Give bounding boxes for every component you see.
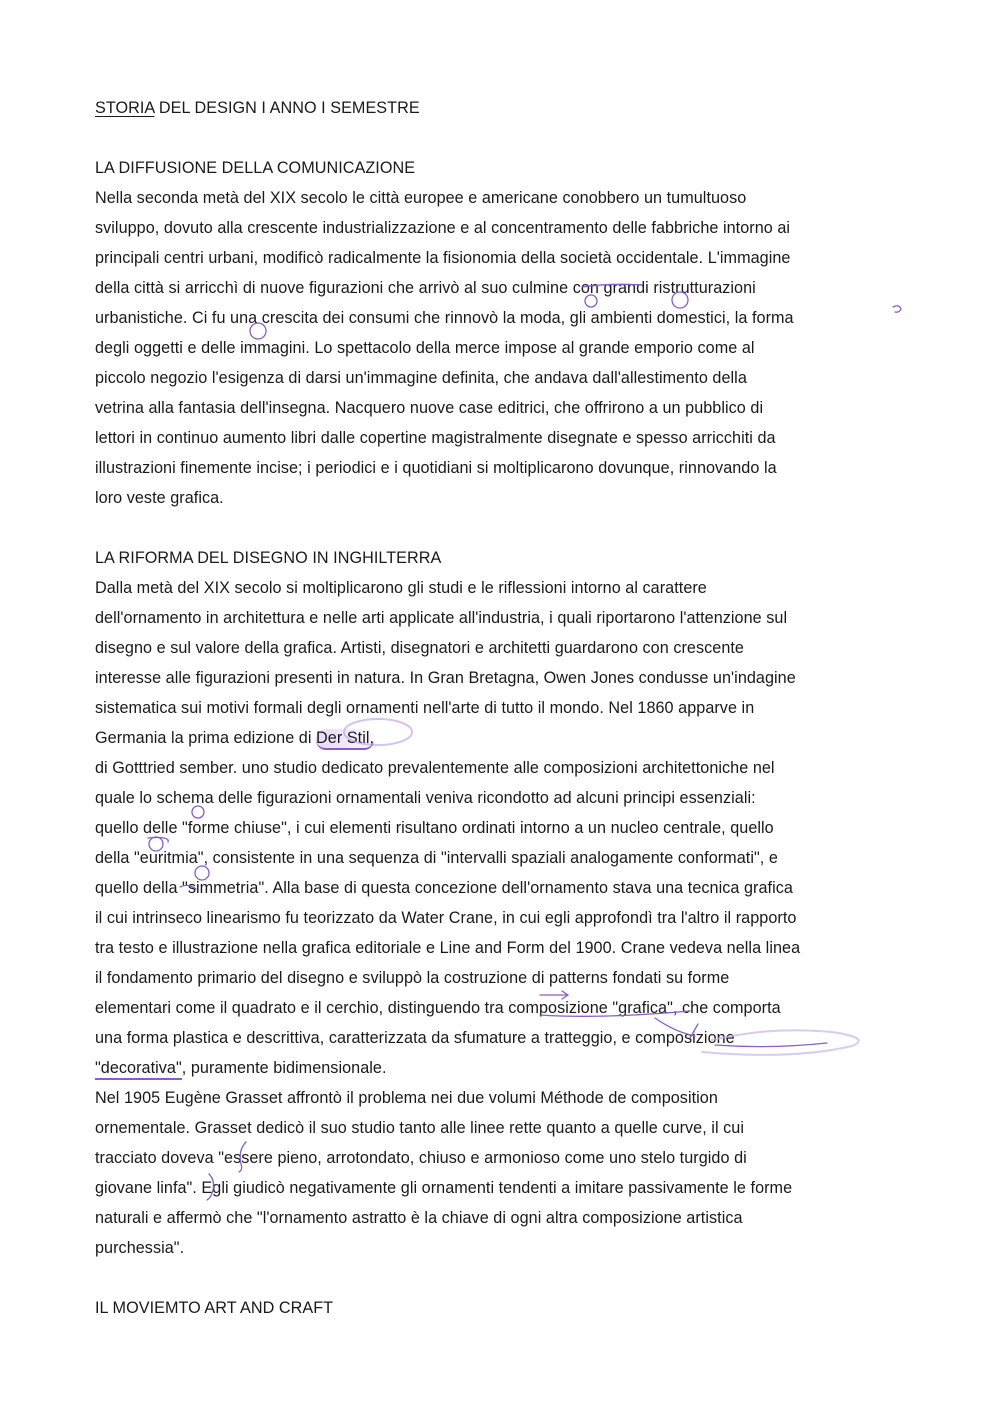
text-line: principali centri urbani, modificò radicalmente la fisionomia della società occidentale. L'immagine [95,249,791,267]
text-line: interesse alle figurazioni presenti in natura. In Gran Bretagna, Owen Jones condusse un'indagine [95,669,796,687]
text-line: illustrazioni finemente incise; i periodici e i quotidiani si moltiplicarono dovunque, rinnovando la [95,459,777,477]
text-line: ornementale. Grasset dedicò il suo studio tanto alle linee rette quanto a quelle curve, il cui [95,1119,744,1137]
section-heading: IL MOVIEMTO ART AND CRAFT [95,1299,334,1317]
text-line: giovane linfa". Egli giudicò negativamente gli ornamenti tendenti a imitare passivamente le forme [95,1179,793,1197]
text-line [95,723,915,753]
blank-line [95,1263,915,1293]
section-heading: LA DIFFUSIONE DELLA COMUNICAZIONE [95,159,416,177]
text-line: sviluppo, dovuto alla crescente industrializzazione e al concentramento delle fabbriche intorno ai [95,219,791,237]
text-line: purchessia". [95,1239,185,1257]
blank-line [95,513,915,543]
text-line [95,1053,915,1083]
text-line: quale lo schema delle figurazioni ornamentali veniva ricondotto ad alcuni principi essenziali: [95,789,756,807]
text-line: elementari come il quadrato e il cerchio, distinguendo tra composizione "grafica", che comporta [95,999,781,1017]
document-body [95,93,915,1323]
text-line: tracciato doveva "essere pieno, arrotondato, chiuso e armonioso come uno stelo turgido di [95,1149,747,1167]
underlined-term: "decorativa" [95,1059,182,1080]
text-span: Germania la prima edizione di [95,729,317,747]
highlighted-title: Der Stil, [316,729,374,750]
text-line: il fondamento primario del disegno e sviluppò la costruzione di patterns fondati su forme [95,969,730,987]
title-underlined-word: STORIA [95,99,155,117]
text-line: Dalla metà del XIX secolo si moltiplicarono gli studi e le riflessioni intorno al carattere [95,579,707,597]
section-heading: LA RIFORMA DEL DISEGNO IN INGHILTERRA [95,549,442,567]
document-title [95,93,915,123]
text-line: il cui intrinseco linearismo fu teorizzato da Water Crane, in cui egli approfondì tra l'altro il rapporto [95,909,797,927]
text-line: naturali e affermò che "l'ornamento astratto è la chiave di ogni altra composizione artistica [95,1209,743,1227]
text-line: sistematica sui motivi formali degli ornamenti nell'arte di tutto il mondo. Nel 1860 apparve in [95,699,755,717]
section1-paragraph [95,183,915,513]
text-line: Nella seconda metà del XIX secolo le città europee e americane conobbero un tumultuoso [95,189,747,207]
text-line: loro veste grafica. [95,489,224,507]
text-span: , puramente bidimensionale. [181,1059,387,1077]
text-line: quello delle "forme chiuse", i cui elementi risultano ordinati intorno a un nucleo centrale, quello [95,819,774,837]
text-line: Nel 1905 Eugène Grasset affrontò il problema nei due volumi Méthode de composition [95,1089,718,1107]
text-line: lettori in continuo aumento libri dalle copertine magistralmente disegnate e spesso arricchiti da [95,429,776,447]
text-line: urbanistiche. Ci fu una crescita dei consumi che rinnovò la moda, gli ambienti domestici, la forma [95,309,794,327]
text-line: di Gotttried sember. uno studio dedicato prevalentemente alle composizioni architettoniche nel [95,759,775,777]
text-line: vetrina alla fantasia dell'insegna. Nacquero nuove case editrici, che offrirono a un pubblico di [95,399,764,417]
text-line: quello della "simmetria". Alla base di questa concezione dell'ornamento stava una tecnica grafica [95,879,793,897]
text-line: della "euritmia", consistente in una sequenza di "intervalli spaziali analogamente conformati", e [95,849,778,867]
text-line: della città si arricchì di nuove figurazioni che arrivò al suo culmine con grandi ristrutturazioni [95,279,756,297]
section2-paragraph [95,573,915,1263]
text-line: tra testo e illustrazione nella grafica editoriale e Line and Form del 1900. Crane vedeva nella linea [95,939,801,957]
blank-line [95,123,915,153]
text-line: dell'ornamento in architettura e nelle arti applicate all'industria, i quali riportarono l'attenzione sul [95,609,788,627]
text-line: disegno e sul valore della grafica. Artisti, disegnatori e architetti guardarono con crescente [95,639,744,657]
text-line: degli oggetti e delle immagini. Lo spettacolo della merce impose al grande emporio come al [95,339,755,357]
title-rest: DEL DESIGN I ANNO I SEMESTRE [154,99,420,117]
text-line: piccolo negozio l'esigenza di darsi un'immagine definita, che andava dall'allestimento della [95,369,747,387]
text-line: una forma plastica e descrittiva, caratterizzata da sfumature a tratteggio, e composizione [95,1029,735,1047]
